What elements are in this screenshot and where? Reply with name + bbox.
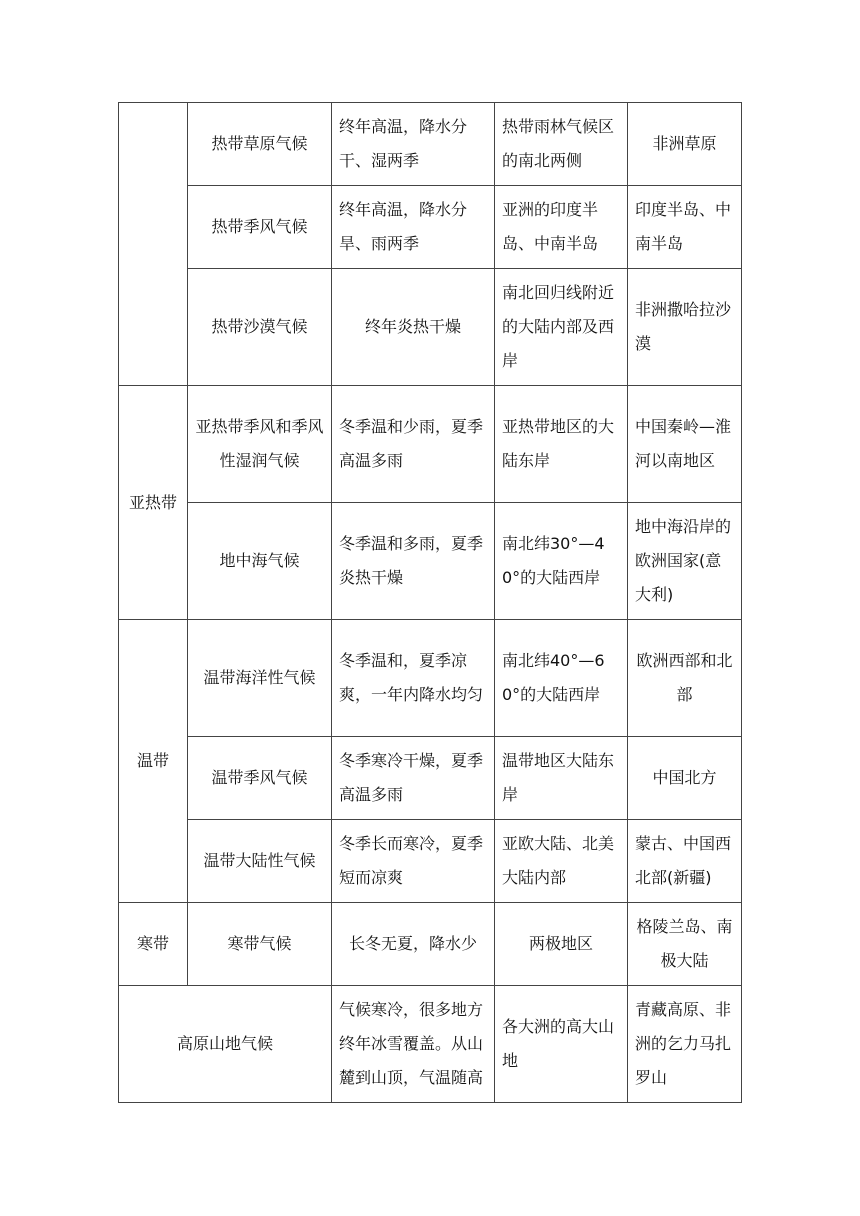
example-cell: 欧洲西部和北部 xyxy=(628,620,742,737)
distribution-cell: 亚热带地区的大陆东岸 xyxy=(495,386,628,503)
distribution-cell: 亚欧大陆、北美大陆内部 xyxy=(495,820,628,903)
table-row xyxy=(119,820,742,903)
features-cell: 冬季温和，夏季凉爽，一年内降水均匀 xyxy=(332,620,495,737)
example-cell: 非洲撒哈拉沙漠 xyxy=(628,269,742,386)
climate-type-cell-highland: 高原山地气候 xyxy=(119,986,332,1103)
features-cell: 终年高温，降水分旱、雨两季 xyxy=(332,186,495,269)
example-cell: 中国北方 xyxy=(628,737,742,820)
climate-type-cell: 地中海气候 xyxy=(188,503,332,620)
climate-type-cell: 热带草原气候 xyxy=(188,103,332,186)
example-cell: 青藏高原、非洲的乞力马扎罗山 xyxy=(628,986,742,1103)
features-cell: 终年炎热干燥 xyxy=(332,269,495,386)
zone-cell-subtropical: 亚热带 xyxy=(119,386,188,620)
table-row xyxy=(119,903,742,986)
climate-type-cell: 热带沙漠气候 xyxy=(188,269,332,386)
example-cell: 中国秦岭—淮河以南地区 xyxy=(628,386,742,503)
features-cell: 气候寒冷，很多地方终年冰雪覆盖。从山麓到山顶，气温随高 xyxy=(332,986,495,1103)
distribution-cell: 各大洲的高大山地 xyxy=(495,986,628,1103)
distribution-cell: 温带地区大陆东岸 xyxy=(495,737,628,820)
distribution-cell: 两极地区 xyxy=(495,903,628,986)
climate-table xyxy=(118,102,742,1103)
features-cell: 冬季温和多雨，夏季炎热干燥 xyxy=(332,503,495,620)
table-row xyxy=(119,620,742,737)
distribution-cell: 南北回归线附近的大陆内部及西岸 xyxy=(495,269,628,386)
example-cell: 格陵兰岛、南极大陆 xyxy=(628,903,742,986)
features-cell: 终年高温，降水分干、湿两季 xyxy=(332,103,495,186)
zone-cell-tropical xyxy=(119,103,188,386)
example-cell: 蒙古、中国西北部(新疆) xyxy=(628,820,742,903)
features-cell: 冬季寒冷干燥，夏季高温多雨 xyxy=(332,737,495,820)
distribution-cell: 亚洲的印度半岛、中南半岛 xyxy=(495,186,628,269)
climate-type-cell: 寒带气候 xyxy=(188,903,332,986)
table-row xyxy=(119,269,742,386)
zone-cell-frigid: 寒带 xyxy=(119,903,188,986)
distribution-cell: 南北纬30°—40°的大陆西岸 xyxy=(495,503,628,620)
table-row xyxy=(119,386,742,503)
table-row xyxy=(119,737,742,820)
example-cell: 非洲草原 xyxy=(628,103,742,186)
distribution-cell: 南北纬40°—60°的大陆西岸 xyxy=(495,620,628,737)
features-cell: 长冬无夏，降水少 xyxy=(332,903,495,986)
table-row xyxy=(119,103,742,186)
zone-cell-temperate: 温带 xyxy=(119,620,188,903)
example-cell: 印度半岛、中南半岛 xyxy=(628,186,742,269)
features-cell: 冬季温和少雨，夏季高温多雨 xyxy=(332,386,495,503)
example-cell: 地中海沿岸的欧洲国家(意大利) xyxy=(628,503,742,620)
table-row xyxy=(119,986,742,1103)
climate-type-cell: 温带季风气候 xyxy=(188,737,332,820)
climate-type-cell: 温带海洋性气候 xyxy=(188,620,332,737)
distribution-cell: 热带雨林气候区的南北两侧 xyxy=(495,103,628,186)
features-cell: 冬季长而寒冷，夏季短而凉爽 xyxy=(332,820,495,903)
table-row xyxy=(119,503,742,620)
climate-type-cell: 热带季风气候 xyxy=(188,186,332,269)
climate-type-cell: 亚热带季风和季风性湿润气候 xyxy=(188,386,332,503)
climate-type-cell: 温带大陆性气候 xyxy=(188,820,332,903)
table-row xyxy=(119,186,742,269)
